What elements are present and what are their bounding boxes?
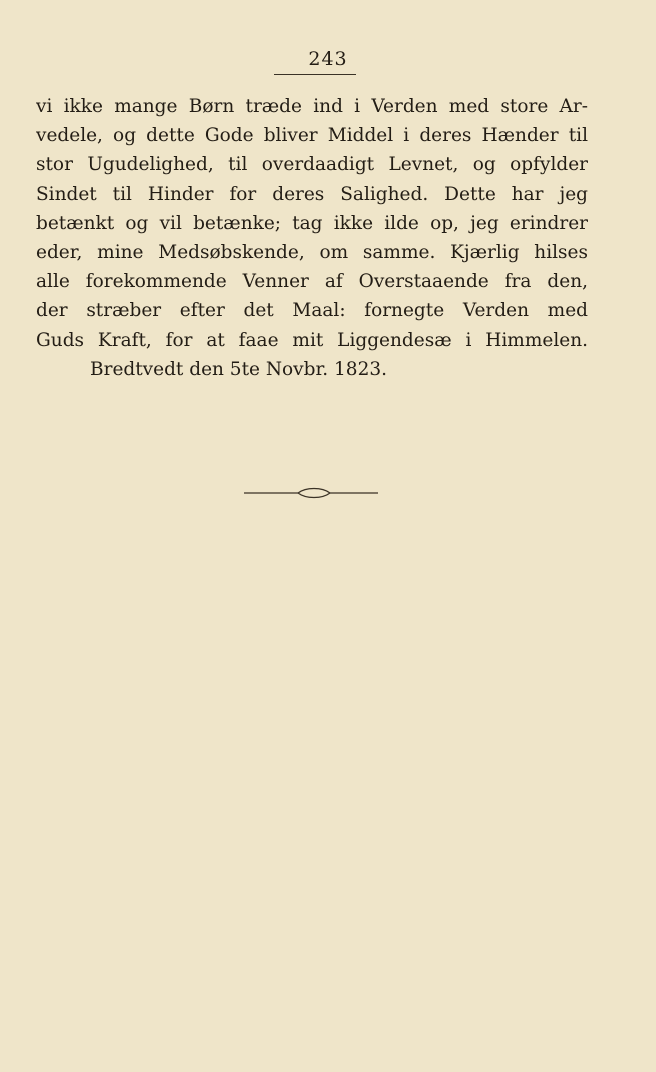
dateline: Bredtvedt den 5te Novbr. 1823. bbox=[90, 358, 387, 380]
text-line: Guds Kraft, for at faae mit Liggendesæ i Himmelen. bbox=[36, 329, 588, 351]
body-text bbox=[36, 92, 588, 384]
text-line: vedele, og dette Gode bliver Middel i deres Hænder til bbox=[36, 125, 588, 147]
text-line: vi ikke mange Børn træde ind i Verden med store Ar- bbox=[36, 96, 588, 117]
text-line: der stræber efter det Maal: fornegte Verden med bbox=[36, 300, 588, 322]
page-number: 243 bbox=[308, 48, 348, 70]
text-line: betænkt og vil betænke; tag ikke ilde op, jeg erindrer bbox=[36, 212, 588, 234]
text-line: Sindet til Hinder for deres Salighed. Dette har jeg bbox=[36, 183, 588, 205]
text-line: eder, mine Medsøbskende, om samme. Kjærlig hilses bbox=[36, 241, 588, 263]
text-line: alle forekommende Venner af Overstaaende fra den, bbox=[36, 271, 588, 293]
page-number-rule bbox=[274, 74, 356, 75]
ornament-flourish-icon bbox=[244, 485, 378, 501]
text-line: stor Ugudelighed, til overdaadigt Levnet, og opfylder bbox=[36, 154, 588, 176]
